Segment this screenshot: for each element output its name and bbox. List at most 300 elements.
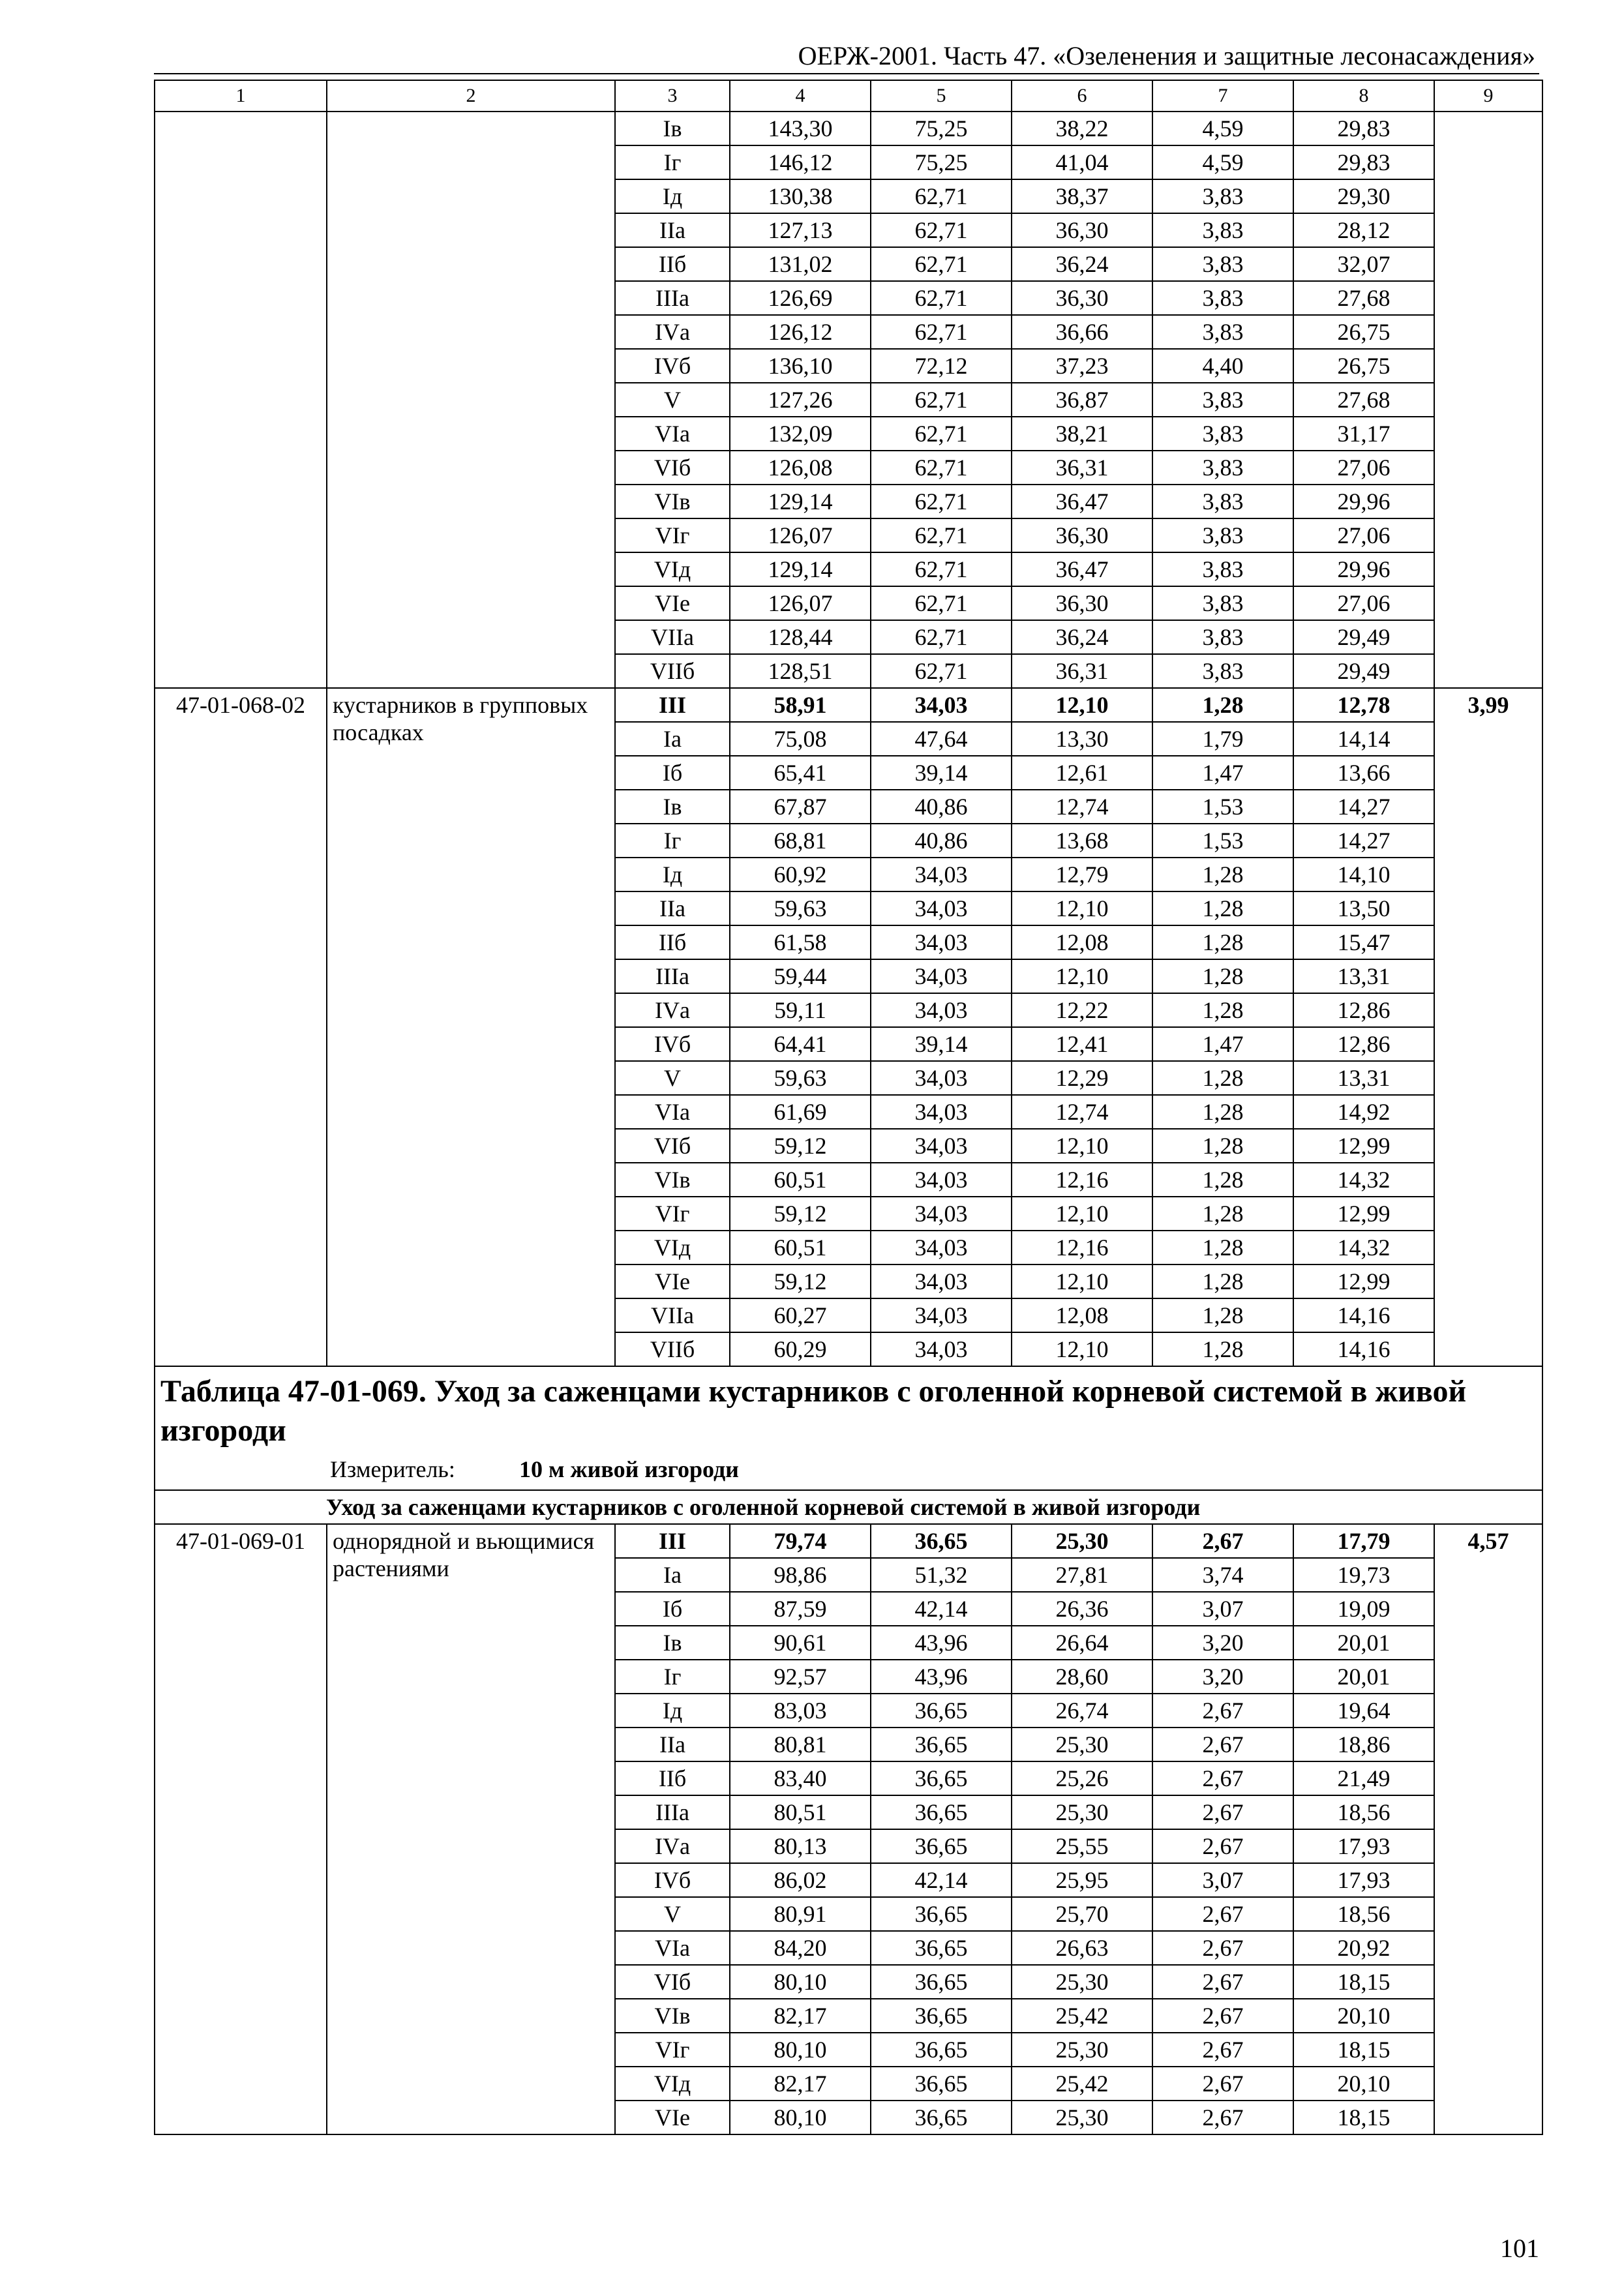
value-cell: 17,93 bbox=[1293, 1829, 1434, 1863]
value-cell: 13,31 bbox=[1293, 959, 1434, 993]
meter-value: 10 м живой изгороди bbox=[519, 1456, 739, 1482]
region-cell: VIIа bbox=[615, 620, 730, 654]
value-cell: 14,27 bbox=[1293, 790, 1434, 824]
value-cell: 1,28 bbox=[1152, 688, 1293, 722]
value-cell: 14,16 bbox=[1293, 1332, 1434, 1366]
value-cell: 126,69 bbox=[730, 281, 871, 315]
value-cell: 34,03 bbox=[871, 858, 1012, 891]
value-cell: 1,28 bbox=[1152, 1264, 1293, 1298]
value-cell: 12,99 bbox=[1293, 1264, 1434, 1298]
value-cell: 62,71 bbox=[871, 315, 1012, 349]
note-cell bbox=[1434, 112, 1542, 688]
region-cell: IVа bbox=[615, 315, 730, 349]
value-cell: 1,28 bbox=[1152, 1231, 1293, 1264]
region-cell: IIIа bbox=[615, 281, 730, 315]
value-cell: 14,10 bbox=[1293, 858, 1434, 891]
table-row bbox=[155, 112, 1542, 145]
value-cell: 128,51 bbox=[730, 654, 871, 688]
value-cell: 2,67 bbox=[1152, 2067, 1293, 2101]
value-cell: 29,30 bbox=[1293, 179, 1434, 213]
value-cell: 12,79 bbox=[1012, 858, 1152, 891]
meter-label: Измеритель: bbox=[330, 1456, 455, 1482]
value-cell: 34,03 bbox=[871, 1129, 1012, 1163]
value-cell: 26,75 bbox=[1293, 315, 1434, 349]
value-cell: 1,79 bbox=[1152, 722, 1293, 756]
value-cell: 36,24 bbox=[1012, 620, 1152, 654]
value-cell: 38,37 bbox=[1012, 179, 1152, 213]
value-cell: 17,79 bbox=[1293, 1524, 1434, 1558]
value-cell: 72,12 bbox=[871, 349, 1012, 383]
value-cell: 25,30 bbox=[1012, 2101, 1152, 2134]
value-cell: 1,28 bbox=[1152, 1197, 1293, 1231]
region-cell: VIг bbox=[615, 1197, 730, 1231]
value-cell: 26,64 bbox=[1012, 1626, 1152, 1660]
value-cell: 61,69 bbox=[730, 1095, 871, 1129]
column-number: 2 bbox=[327, 80, 615, 112]
value-cell: 132,09 bbox=[730, 417, 871, 451]
value-cell: 62,71 bbox=[871, 654, 1012, 688]
value-cell: 1,47 bbox=[1152, 756, 1293, 790]
note-cell bbox=[1434, 688, 1542, 1366]
region-cell: VIв bbox=[615, 485, 730, 518]
value-cell: 40,86 bbox=[871, 824, 1012, 858]
region-cell: VIа bbox=[615, 417, 730, 451]
value-cell: 13,31 bbox=[1293, 1061, 1434, 1095]
region-cell: Iа bbox=[615, 1558, 730, 1592]
value-cell: 92,57 bbox=[730, 1660, 871, 1694]
value-cell: 64,41 bbox=[730, 1027, 871, 1061]
region-cell: Iб bbox=[615, 756, 730, 790]
description-cell bbox=[327, 112, 615, 688]
region-cell: VIе bbox=[615, 586, 730, 620]
region-cell: VIг bbox=[615, 518, 730, 552]
page-number: 101 bbox=[1500, 2234, 1539, 2263]
region-cell: Iд bbox=[615, 179, 730, 213]
value-cell: 12,10 bbox=[1012, 959, 1152, 993]
value-cell: 18,56 bbox=[1293, 1795, 1434, 1829]
value-cell: 14,16 bbox=[1293, 1298, 1434, 1332]
value-cell: 36,87 bbox=[1012, 383, 1152, 417]
value-cell: 1,28 bbox=[1152, 1332, 1293, 1366]
value-cell: 39,14 bbox=[871, 756, 1012, 790]
value-cell: 126,12 bbox=[730, 315, 871, 349]
value-cell: 59,12 bbox=[730, 1129, 871, 1163]
value-cell: 62,71 bbox=[871, 485, 1012, 518]
value-cell: 32,07 bbox=[1293, 247, 1434, 281]
value-cell: 21,49 bbox=[1293, 1761, 1434, 1795]
region-cell: VIд bbox=[615, 552, 730, 586]
region-cell: Iд bbox=[615, 1694, 730, 1728]
value-cell: 3,20 bbox=[1152, 1660, 1293, 1694]
value-cell: 25,42 bbox=[1012, 1999, 1152, 2033]
value-cell: 34,03 bbox=[871, 959, 1012, 993]
value-cell: 3,83 bbox=[1152, 315, 1293, 349]
value-cell: 28,12 bbox=[1293, 213, 1434, 247]
value-cell: 59,12 bbox=[730, 1264, 871, 1298]
region-cell: Iа bbox=[615, 722, 730, 756]
value-cell: 25,30 bbox=[1012, 1728, 1152, 1761]
value-cell: 36,66 bbox=[1012, 315, 1152, 349]
region-cell: IIIа bbox=[615, 959, 730, 993]
value-cell: 12,10 bbox=[1012, 891, 1152, 925]
value-cell: 62,71 bbox=[871, 247, 1012, 281]
value-cell: 29,49 bbox=[1293, 654, 1434, 688]
value-cell: 18,86 bbox=[1293, 1728, 1434, 1761]
value-cell: 27,06 bbox=[1293, 451, 1434, 485]
value-cell: 3,83 bbox=[1152, 586, 1293, 620]
region-cell: IIа bbox=[615, 1728, 730, 1761]
value-cell: 25,95 bbox=[1012, 1863, 1152, 1897]
value-cell: 2,67 bbox=[1152, 1761, 1293, 1795]
value-cell: 38,21 bbox=[1012, 417, 1152, 451]
value-cell: 13,66 bbox=[1293, 756, 1434, 790]
value-cell: 3,83 bbox=[1152, 518, 1293, 552]
column-number: 5 bbox=[871, 80, 1012, 112]
value-cell: 59,44 bbox=[730, 959, 871, 993]
value-cell: 36,65 bbox=[871, 2101, 1012, 2134]
value-cell: 4,59 bbox=[1152, 112, 1293, 145]
value-cell: 28,60 bbox=[1012, 1660, 1152, 1694]
section-cell bbox=[155, 1366, 1542, 1490]
value-cell: 34,03 bbox=[871, 1332, 1012, 1366]
value-cell: 13,50 bbox=[1293, 891, 1434, 925]
value-cell: 1,47 bbox=[1152, 1027, 1293, 1061]
code-cell bbox=[155, 112, 327, 688]
value-cell: 84,20 bbox=[730, 1931, 871, 1965]
region-cell: Iв bbox=[615, 112, 730, 145]
value-cell: 15,47 bbox=[1293, 925, 1434, 959]
note-value: 4,57 bbox=[1467, 1528, 1509, 1554]
value-cell: 25,30 bbox=[1012, 2033, 1152, 2067]
value-cell: 59,12 bbox=[730, 1197, 871, 1231]
value-cell: 1,28 bbox=[1152, 1095, 1293, 1129]
value-cell: 29,83 bbox=[1293, 145, 1434, 179]
value-cell: 3,83 bbox=[1152, 417, 1293, 451]
value-cell: 80,81 bbox=[730, 1728, 871, 1761]
value-cell: 18,56 bbox=[1293, 1897, 1434, 1931]
value-cell: 3,83 bbox=[1152, 213, 1293, 247]
column-number-row bbox=[155, 80, 1542, 112]
region-cell: Iв bbox=[615, 1626, 730, 1660]
table-row bbox=[155, 1524, 1542, 1558]
value-cell: 67,87 bbox=[730, 790, 871, 824]
value-cell: 2,67 bbox=[1152, 1694, 1293, 1728]
value-cell: 14,14 bbox=[1293, 722, 1434, 756]
value-cell: 75,08 bbox=[730, 722, 871, 756]
value-cell: 17,93 bbox=[1293, 1863, 1434, 1897]
column-number: 9 bbox=[1434, 80, 1542, 112]
value-cell: 1,53 bbox=[1152, 790, 1293, 824]
value-cell: 36,65 bbox=[871, 1965, 1012, 1999]
value-cell: 36,31 bbox=[1012, 451, 1152, 485]
value-cell: 62,71 bbox=[871, 179, 1012, 213]
value-cell: 60,92 bbox=[730, 858, 871, 891]
value-cell: 26,63 bbox=[1012, 1931, 1152, 1965]
value-cell: 14,32 bbox=[1293, 1163, 1434, 1197]
value-cell: 59,63 bbox=[730, 891, 871, 925]
note-cell bbox=[1434, 1524, 1542, 2134]
region-cell: VIа bbox=[615, 1095, 730, 1129]
value-cell: 80,13 bbox=[730, 1829, 871, 1863]
value-cell: 27,06 bbox=[1293, 518, 1434, 552]
region-cell: V bbox=[615, 383, 730, 417]
value-cell: 26,36 bbox=[1012, 1592, 1152, 1626]
value-cell: 19,09 bbox=[1293, 1592, 1434, 1626]
value-cell: 86,02 bbox=[730, 1863, 871, 1897]
value-cell: 34,03 bbox=[871, 925, 1012, 959]
region-cell: Iг bbox=[615, 1660, 730, 1694]
value-cell: 36,31 bbox=[1012, 654, 1152, 688]
value-cell: 14,92 bbox=[1293, 1095, 1434, 1129]
value-cell: 36,47 bbox=[1012, 552, 1152, 586]
value-cell: 68,81 bbox=[730, 824, 871, 858]
value-cell: 62,71 bbox=[871, 518, 1012, 552]
value-cell: 27,68 bbox=[1293, 281, 1434, 315]
value-cell: 12,10 bbox=[1012, 1197, 1152, 1231]
value-cell: 62,71 bbox=[871, 552, 1012, 586]
rates-table bbox=[154, 80, 1543, 2135]
value-cell: 25,30 bbox=[1012, 1524, 1152, 1558]
value-cell: 127,13 bbox=[730, 213, 871, 247]
value-cell: 3,07 bbox=[1152, 1863, 1293, 1897]
value-cell: 3,83 bbox=[1152, 179, 1293, 213]
value-cell: 13,68 bbox=[1012, 824, 1152, 858]
value-cell: 12,86 bbox=[1293, 1027, 1434, 1061]
value-cell: 12,08 bbox=[1012, 1298, 1152, 1332]
value-cell: 143,30 bbox=[730, 112, 871, 145]
value-cell: 27,81 bbox=[1012, 1558, 1152, 1592]
value-cell: 3,20 bbox=[1152, 1626, 1293, 1660]
page-header: ОЕРЖ-2001. Часть 47. «Озеленения и защитные лесонасаждения» bbox=[798, 41, 1535, 70]
value-cell: 129,14 bbox=[730, 552, 871, 586]
value-cell: 1,28 bbox=[1152, 1298, 1293, 1332]
region-cell: VIб bbox=[615, 1129, 730, 1163]
region-cell: VIб bbox=[615, 1965, 730, 1999]
value-cell: 3,74 bbox=[1152, 1558, 1293, 1592]
value-cell: 36,65 bbox=[871, 1524, 1012, 1558]
value-cell: 83,40 bbox=[730, 1761, 871, 1795]
value-cell: 2,67 bbox=[1152, 1999, 1293, 2033]
region-cell: Iг bbox=[615, 824, 730, 858]
value-cell: 29,49 bbox=[1293, 620, 1434, 654]
value-cell: 60,51 bbox=[730, 1163, 871, 1197]
region-cell: IVа bbox=[615, 1829, 730, 1863]
column-number: 6 bbox=[1012, 80, 1152, 112]
value-cell: 26,74 bbox=[1012, 1694, 1152, 1728]
value-cell: 19,64 bbox=[1293, 1694, 1434, 1728]
value-cell: 2,67 bbox=[1152, 1524, 1293, 1558]
value-cell: 58,91 bbox=[730, 688, 871, 722]
value-cell: 12,10 bbox=[1012, 1264, 1152, 1298]
region-cell: V bbox=[615, 1897, 730, 1931]
value-cell: 75,25 bbox=[871, 145, 1012, 179]
value-cell: 80,91 bbox=[730, 1897, 871, 1931]
description-cell: однорядной и вьющимися растениями bbox=[327, 1524, 615, 2134]
region-cell: III bbox=[615, 1524, 730, 1558]
value-cell: 1,28 bbox=[1152, 858, 1293, 891]
value-cell: 2,67 bbox=[1152, 2033, 1293, 2067]
region-cell: IVб bbox=[615, 1863, 730, 1897]
value-cell: 25,30 bbox=[1012, 1965, 1152, 1999]
value-cell: 65,41 bbox=[730, 756, 871, 790]
region-cell: VIе bbox=[615, 1264, 730, 1298]
region-cell: IVб bbox=[615, 349, 730, 383]
value-cell: 34,03 bbox=[871, 1298, 1012, 1332]
region-cell: VIб bbox=[615, 451, 730, 485]
value-cell: 12,08 bbox=[1012, 925, 1152, 959]
value-cell: 3,83 bbox=[1152, 247, 1293, 281]
value-cell: 36,65 bbox=[871, 1897, 1012, 1931]
subheading: Уход за саженцами кустарников с оголенной корневой системой в живой изгороди bbox=[155, 1490, 1542, 1524]
value-cell: 130,38 bbox=[730, 179, 871, 213]
value-cell: 12,61 bbox=[1012, 756, 1152, 790]
value-cell: 36,65 bbox=[871, 1999, 1012, 2033]
value-cell: 98,86 bbox=[730, 1558, 871, 1592]
value-cell: 2,67 bbox=[1152, 1931, 1293, 1965]
value-cell: 2,67 bbox=[1152, 1965, 1293, 1999]
value-cell: 20,92 bbox=[1293, 1931, 1434, 1965]
value-cell: 12,74 bbox=[1012, 790, 1152, 824]
value-cell: 51,32 bbox=[871, 1558, 1012, 1592]
column-number: 7 bbox=[1152, 80, 1293, 112]
value-cell: 1,28 bbox=[1152, 1061, 1293, 1095]
value-cell: 3,83 bbox=[1152, 654, 1293, 688]
value-cell: 34,03 bbox=[871, 1163, 1012, 1197]
value-cell: 3,07 bbox=[1152, 1592, 1293, 1626]
value-cell: 25,42 bbox=[1012, 2067, 1152, 2101]
column-number: 3 bbox=[615, 80, 730, 112]
value-cell: 80,10 bbox=[730, 2101, 871, 2134]
value-cell: 26,75 bbox=[1293, 349, 1434, 383]
value-cell: 12,99 bbox=[1293, 1129, 1434, 1163]
value-cell: 34,03 bbox=[871, 891, 1012, 925]
value-cell: 61,58 bbox=[730, 925, 871, 959]
value-cell: 42,14 bbox=[871, 1592, 1012, 1626]
value-cell: 80,51 bbox=[730, 1795, 871, 1829]
value-cell: 62,71 bbox=[871, 383, 1012, 417]
value-cell: 41,04 bbox=[1012, 145, 1152, 179]
value-cell: 25,26 bbox=[1012, 1761, 1152, 1795]
value-cell: 36,47 bbox=[1012, 485, 1152, 518]
value-cell: 80,10 bbox=[730, 1965, 871, 1999]
value-cell: 20,01 bbox=[1293, 1660, 1434, 1694]
value-cell: 59,63 bbox=[730, 1061, 871, 1095]
value-cell: 36,65 bbox=[871, 1728, 1012, 1761]
value-cell: 4,59 bbox=[1152, 145, 1293, 179]
value-cell: 126,08 bbox=[730, 451, 871, 485]
region-cell: VIа bbox=[615, 1931, 730, 1965]
value-cell: 37,23 bbox=[1012, 349, 1152, 383]
value-cell: 59,11 bbox=[730, 993, 871, 1027]
description-cell: кустарников в групповых посадках bbox=[327, 688, 615, 1366]
code-cell: 47-01-069-01 bbox=[155, 1524, 327, 2134]
value-cell: 36,65 bbox=[871, 2033, 1012, 2067]
value-cell: 2,67 bbox=[1152, 1728, 1293, 1761]
table-row bbox=[155, 688, 1542, 722]
value-cell: 136,10 bbox=[730, 349, 871, 383]
region-cell: Iв bbox=[615, 790, 730, 824]
value-cell: 12,78 bbox=[1293, 688, 1434, 722]
value-cell: 29,96 bbox=[1293, 485, 1434, 518]
value-cell: 62,71 bbox=[871, 620, 1012, 654]
value-cell: 27,06 bbox=[1293, 586, 1434, 620]
value-cell: 1,28 bbox=[1152, 959, 1293, 993]
value-cell: 126,07 bbox=[730, 518, 871, 552]
value-cell: 36,65 bbox=[871, 1694, 1012, 1728]
value-cell: 75,25 bbox=[871, 112, 1012, 145]
value-cell: 146,12 bbox=[730, 145, 871, 179]
value-cell: 34,03 bbox=[871, 1231, 1012, 1264]
value-cell: 79,74 bbox=[730, 1524, 871, 1558]
value-cell: 82,17 bbox=[730, 1999, 871, 2033]
value-cell: 25,30 bbox=[1012, 1795, 1152, 1829]
header-rule bbox=[154, 73, 1539, 74]
value-cell: 18,15 bbox=[1293, 2101, 1434, 2134]
value-cell: 1,28 bbox=[1152, 891, 1293, 925]
value-cell: 34,03 bbox=[871, 1264, 1012, 1298]
region-cell: V bbox=[615, 1061, 730, 1095]
value-cell: 3,83 bbox=[1152, 620, 1293, 654]
value-cell: 12,41 bbox=[1012, 1027, 1152, 1061]
region-cell: Iб bbox=[615, 1592, 730, 1626]
value-cell: 83,03 bbox=[730, 1694, 871, 1728]
value-cell: 1,28 bbox=[1152, 993, 1293, 1027]
value-cell: 31,17 bbox=[1293, 417, 1434, 451]
value-cell: 20,01 bbox=[1293, 1626, 1434, 1660]
value-cell: 1,53 bbox=[1152, 824, 1293, 858]
value-cell: 19,73 bbox=[1293, 1558, 1434, 1592]
value-cell: 3,83 bbox=[1152, 383, 1293, 417]
value-cell: 29,96 bbox=[1293, 552, 1434, 586]
value-cell: 12,74 bbox=[1012, 1095, 1152, 1129]
region-cell: IIа bbox=[615, 891, 730, 925]
value-cell: 25,55 bbox=[1012, 1829, 1152, 1863]
value-cell: 3,83 bbox=[1152, 281, 1293, 315]
value-cell: 36,65 bbox=[871, 1795, 1012, 1829]
value-cell: 47,64 bbox=[871, 722, 1012, 756]
code-cell: 47-01-068-02 bbox=[155, 688, 327, 1366]
value-cell: 13,30 bbox=[1012, 722, 1152, 756]
value-cell: 34,03 bbox=[871, 1061, 1012, 1095]
value-cell: 36,24 bbox=[1012, 247, 1152, 281]
value-cell: 131,02 bbox=[730, 247, 871, 281]
value-cell: 3,83 bbox=[1152, 451, 1293, 485]
value-cell: 39,14 bbox=[871, 1027, 1012, 1061]
value-cell: 60,51 bbox=[730, 1231, 871, 1264]
value-cell: 60,29 bbox=[730, 1332, 871, 1366]
subheading-row bbox=[155, 1490, 1542, 1524]
value-cell: 1,28 bbox=[1152, 1163, 1293, 1197]
value-cell: 27,68 bbox=[1293, 383, 1434, 417]
region-cell: VIе bbox=[615, 2101, 730, 2134]
value-cell: 1,28 bbox=[1152, 925, 1293, 959]
value-cell: 2,67 bbox=[1152, 1795, 1293, 1829]
value-cell: 87,59 bbox=[730, 1592, 871, 1626]
region-cell: IIб bbox=[615, 247, 730, 281]
value-cell: 2,67 bbox=[1152, 1829, 1293, 1863]
value-cell: 38,22 bbox=[1012, 112, 1152, 145]
value-cell: 36,30 bbox=[1012, 281, 1152, 315]
value-cell: 12,22 bbox=[1012, 993, 1152, 1027]
value-cell: 62,71 bbox=[871, 213, 1012, 247]
value-cell: 126,07 bbox=[730, 586, 871, 620]
value-cell: 25,70 bbox=[1012, 1897, 1152, 1931]
region-cell: VIIб bbox=[615, 1332, 730, 1366]
value-cell: 42,14 bbox=[871, 1863, 1012, 1897]
value-cell: 34,03 bbox=[871, 993, 1012, 1027]
region-cell: IVб bbox=[615, 1027, 730, 1061]
value-cell: 12,10 bbox=[1012, 1332, 1152, 1366]
